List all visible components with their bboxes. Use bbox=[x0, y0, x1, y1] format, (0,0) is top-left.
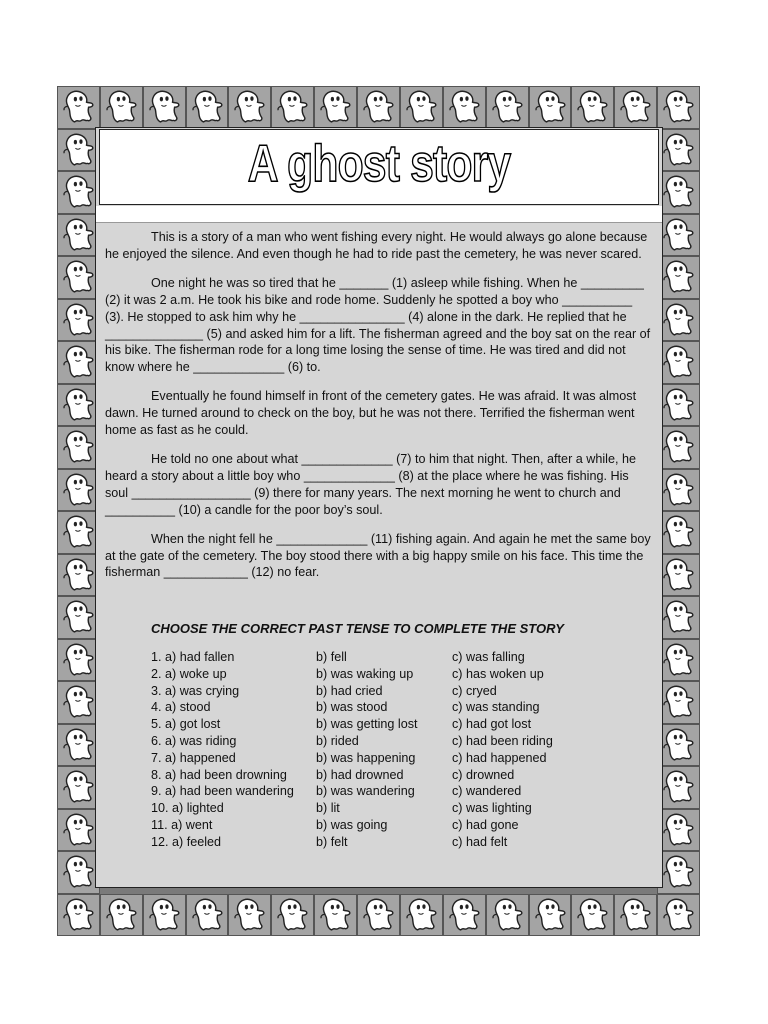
option-b: b) felt bbox=[316, 834, 348, 849]
ghost-icon bbox=[186, 86, 229, 129]
option-a: 4. a) stood bbox=[151, 700, 211, 715]
option-a: 1. a) had fallen bbox=[151, 650, 235, 664]
ghost-icon bbox=[657, 86, 700, 129]
ghost-icon bbox=[657, 681, 700, 724]
ghost-icon bbox=[57, 256, 100, 299]
option-c: c) was falling bbox=[452, 650, 525, 664]
ghost-icon bbox=[400, 86, 443, 129]
option-a: 11. a) went bbox=[151, 817, 213, 832]
option-row bbox=[151, 801, 571, 818]
answer-options bbox=[151, 650, 571, 852]
option-b: b) was getting lost bbox=[316, 717, 418, 732]
option-c: c) was standing bbox=[452, 700, 540, 715]
option-row bbox=[151, 768, 571, 785]
ghost-icon bbox=[57, 171, 100, 214]
story-paragraph: He told no one about what _____________ (7) to him that night. Then, after a while, he heard a story about a little boy who _____________ (8) at the place where he was fishing. His soul _________________ (9) there for many years. The next morning he went to church and __________ (10) a candle for the poor boy’s soul. bbox=[105, 451, 636, 517]
option-b: b) was waking up bbox=[316, 666, 414, 681]
option-a: 9. a) had been wandering bbox=[151, 784, 294, 799]
option-c: c) had felt bbox=[452, 834, 508, 849]
title-divider bbox=[96, 206, 662, 223]
ghost-icon bbox=[614, 894, 657, 937]
option-b: b) had drowned bbox=[316, 767, 404, 782]
story-text bbox=[105, 229, 653, 593]
ghost-icon bbox=[228, 86, 271, 129]
option-b: b) rided bbox=[316, 733, 359, 748]
ghost-icon bbox=[657, 129, 700, 172]
option-a: 12. a) feeled bbox=[151, 834, 222, 849]
option-b: b) was happening bbox=[316, 750, 416, 765]
option-row bbox=[151, 818, 571, 835]
ghost-icon bbox=[443, 894, 486, 937]
ghost-icon bbox=[571, 894, 614, 937]
ghost-icon bbox=[57, 724, 100, 767]
ghost-icon bbox=[57, 511, 100, 554]
ghost-icon bbox=[57, 554, 100, 597]
ghost-icon bbox=[57, 426, 100, 469]
ghost-icon bbox=[657, 596, 700, 639]
ghost-icon bbox=[57, 851, 100, 894]
ghost-icon bbox=[100, 894, 143, 937]
ghost-icon bbox=[57, 299, 100, 342]
ghost-icon bbox=[143, 894, 186, 937]
ghost-icon bbox=[57, 384, 100, 427]
ghost-icon bbox=[657, 554, 700, 597]
option-b: b) was wandering bbox=[316, 784, 415, 799]
option-row bbox=[151, 667, 571, 684]
page-title: A ghost story bbox=[247, 135, 511, 193]
ghost-icon bbox=[357, 86, 400, 129]
ghost-icon bbox=[657, 384, 700, 427]
story-paragraph: One night he was so tired that he _______ (1) asleep while fishing. When he _________ (2) it was 2 a.m. He took his bike and rode home. Suddenly he spotted a boy who __________ (3). He stopped to ask him why he _______________ (4) alone in the dark. He replied that he ______________ (5) and asked him for a lift. The fisherman agreed and the boy sat on the rear of his bike. The fisherman rode for a long time losing the sense of time. He was tired and did not know where he _____________ (6) to. bbox=[105, 275, 651, 375]
story-paragraph: When the night fell he _____________ (11) fishing again. And again he met the same boy at the gate of the cemetery. The boy stood there with a big happy smile on his face. This time the fisherman ____________ (12) no fear. bbox=[105, 531, 651, 580]
option-a: 7. a) happened bbox=[151, 750, 236, 765]
story-paragraph: This is a story of a man who went fishing every night. He would always go alone because he enjoyed the silence. And even though he had to ride past the cemetery, he was never scared. bbox=[105, 230, 648, 261]
ghost-icon bbox=[657, 171, 700, 214]
ghost-icon bbox=[657, 469, 700, 512]
option-row bbox=[151, 751, 571, 768]
option-row bbox=[151, 684, 571, 701]
option-c: c) drowned bbox=[452, 767, 515, 782]
ghost-icon bbox=[57, 86, 100, 129]
ghost-icon bbox=[657, 851, 700, 894]
option-a: 6. a) was riding bbox=[151, 733, 237, 748]
option-b: b) was going bbox=[316, 817, 388, 832]
ghost-icon bbox=[657, 639, 700, 682]
ghost-icon bbox=[57, 809, 100, 852]
option-c: c) has woken up bbox=[452, 666, 544, 681]
option-b: b) fell bbox=[316, 650, 347, 664]
title-box bbox=[99, 129, 659, 205]
ghost-icon bbox=[271, 894, 314, 937]
ghost-icon bbox=[657, 511, 700, 554]
ghost-icon bbox=[657, 724, 700, 767]
ghost-icon bbox=[57, 681, 100, 724]
ghost-icon bbox=[657, 809, 700, 852]
option-row bbox=[151, 650, 571, 667]
ghost-icon bbox=[57, 214, 100, 257]
ghost-icon bbox=[143, 86, 186, 129]
ghost-icon bbox=[57, 469, 100, 512]
ghost-icon bbox=[657, 341, 700, 384]
ghost-icon bbox=[57, 639, 100, 682]
option-c: c) had got lost bbox=[452, 717, 532, 732]
ghost-icon bbox=[57, 766, 100, 809]
option-c: c) cryed bbox=[452, 683, 497, 698]
ghost-icon bbox=[486, 894, 529, 937]
ghost-icon bbox=[657, 766, 700, 809]
ghost-icon bbox=[657, 894, 700, 937]
option-row bbox=[151, 700, 571, 717]
ghost-icon bbox=[100, 86, 143, 129]
option-c: c) had gone bbox=[452, 817, 519, 832]
ghost-icon bbox=[443, 86, 486, 129]
option-a: 8. a) had been drowning bbox=[151, 767, 287, 782]
option-b: b) was stood bbox=[316, 700, 388, 715]
option-a: 5. a) got lost bbox=[151, 717, 221, 732]
option-row bbox=[151, 835, 571, 852]
story-paragraph: Eventually he found himself in front of the cemetery gates. He was afraid. It was almost dawn. He turned around to check on the boy, but he was not there. Terrified the fisherman went home as fast as he could. bbox=[105, 389, 637, 438]
ghost-icon bbox=[657, 256, 700, 299]
option-b: b) lit bbox=[316, 801, 340, 816]
ghost-icon bbox=[314, 894, 357, 937]
option-row bbox=[151, 734, 571, 751]
option-a: 3. a) was crying bbox=[151, 683, 240, 698]
worksheet-panel bbox=[95, 127, 663, 888]
ghost-icon bbox=[314, 86, 357, 129]
ghost-icon bbox=[228, 894, 271, 937]
ghost-icon bbox=[486, 86, 529, 129]
option-a: 10. a) lighted bbox=[151, 801, 224, 816]
ghost-icon bbox=[357, 894, 400, 937]
ghost-icon bbox=[400, 894, 443, 937]
option-row bbox=[151, 784, 571, 801]
ghost-icon bbox=[271, 86, 314, 129]
ghost-icon bbox=[657, 214, 700, 257]
option-c: c) was lighting bbox=[452, 801, 532, 816]
option-row bbox=[151, 717, 571, 734]
exercise-instruction: CHOOSE THE CORRECT PAST TENSE TO COMPLETE THE STORY bbox=[151, 621, 564, 636]
option-c: c) had happened bbox=[452, 750, 547, 765]
ghost-icon bbox=[657, 426, 700, 469]
ghost-icon bbox=[529, 86, 572, 129]
option-c: c) had been riding bbox=[452, 733, 553, 748]
ghost-icon bbox=[529, 894, 572, 937]
option-a: 2. a) woke up bbox=[151, 666, 227, 681]
ghost-icon bbox=[57, 596, 100, 639]
ghost-icon bbox=[57, 341, 100, 384]
ghost-icon bbox=[186, 894, 229, 937]
option-c: c) wandered bbox=[452, 784, 522, 799]
ghost-icon bbox=[57, 894, 100, 937]
ghost-icon bbox=[571, 86, 614, 129]
ghost-icon bbox=[657, 299, 700, 342]
option-b: b) had cried bbox=[316, 683, 383, 698]
ghost-icon bbox=[57, 129, 100, 172]
ghost-icon bbox=[614, 86, 657, 129]
